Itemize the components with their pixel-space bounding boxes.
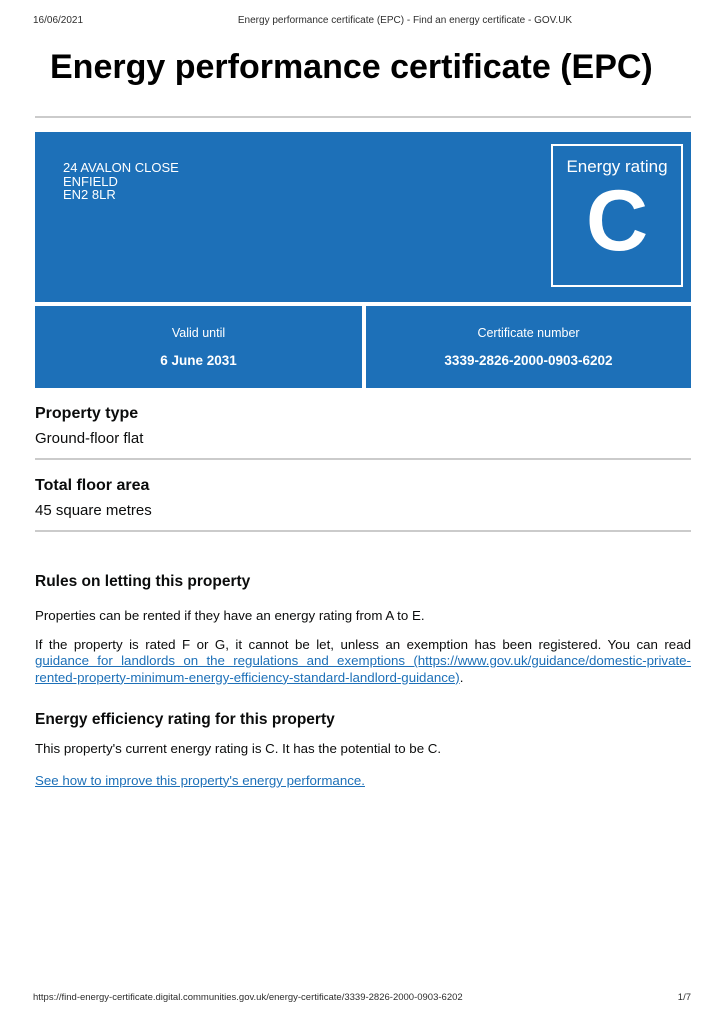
certificate-number-label: Certificate number	[477, 326, 580, 340]
energy-rating-label: Energy rating	[566, 157, 668, 176]
address-line-2: ENFIELD	[63, 173, 118, 189]
print-header-title: Energy performance certificate (EPC) - Find an energy certificate - GOV.UK	[237, 15, 573, 26]
print-footer-url: https://find-energy-certificate.digital.communities.gov.uk/energy-certificate/3339-2826-2000-0903-6202	[33, 992, 463, 1003]
section-divider	[35, 530, 691, 532]
current-rating-paragraph: This property's current energy rating is C. It has the potential to be C.	[35, 741, 442, 756]
property-type-heading: Property type	[35, 405, 139, 422]
improve-performance-paragraph	[35, 773, 691, 790]
improve-performance-link[interactable]: See how to improve this property's energy performance.	[35, 772, 365, 788]
rules-heading: Rules on letting this property	[35, 573, 251, 590]
property-type-value: Ground-floor flat	[35, 430, 144, 447]
total-floor-area-value: 45 square metres	[35, 502, 152, 519]
address-line-3: EN2 8LR	[63, 187, 116, 202]
letting-rules-text-end: .	[459, 669, 464, 685]
property-address	[63, 161, 179, 202]
rules-paragraph: Properties can be rented if they have an energy rating from A to E.	[35, 608, 425, 623]
certificate-page	[35, 0, 691, 789]
certificate-number-value: 3339-2826-2000-0903-6202	[444, 353, 613, 368]
letting-rules-text: If the property is rated F or G, it cannot be let, unless an exemption has been registered. You can read	[35, 636, 691, 652]
print-footer-page-indicator: 1/7	[677, 992, 691, 1003]
address-line-1: 24 AVALON CLOSE	[63, 160, 179, 175]
energy-rating-value: C	[585, 173, 649, 269]
certificate-number-cell	[366, 306, 691, 388]
efficiency-heading: Energy efficiency rating for this property	[35, 711, 335, 728]
property-type-row	[35, 404, 691, 460]
landlord-guidance-link[interactable]: guidance for landlords on the regulations and exemptions (https://www.gov.uk/guidance/domestic-private-rented-property-minimum-energy-efficiency-standard-landlord-guidance)	[35, 653, 691, 685]
letting-rules-paragraph	[35, 637, 691, 687]
rules-section	[35, 572, 691, 686]
print-header-date: 16/06/2021	[33, 15, 84, 26]
section-divider	[35, 458, 691, 460]
efficiency-section	[35, 710, 691, 789]
title-divider	[35, 116, 691, 118]
valid-until-label: Valid until	[171, 326, 226, 340]
page-title: Energy performance certificate (EPC)	[50, 48, 653, 86]
total-floor-area-row	[35, 476, 691, 532]
banner-detail-cells	[35, 306, 691, 388]
valid-until-value: 6 June 2031	[160, 353, 237, 368]
property-banner	[35, 132, 691, 302]
valid-until-cell	[35, 306, 362, 388]
total-floor-area-heading: Total floor area	[35, 477, 150, 494]
energy-rating-box	[551, 144, 683, 287]
